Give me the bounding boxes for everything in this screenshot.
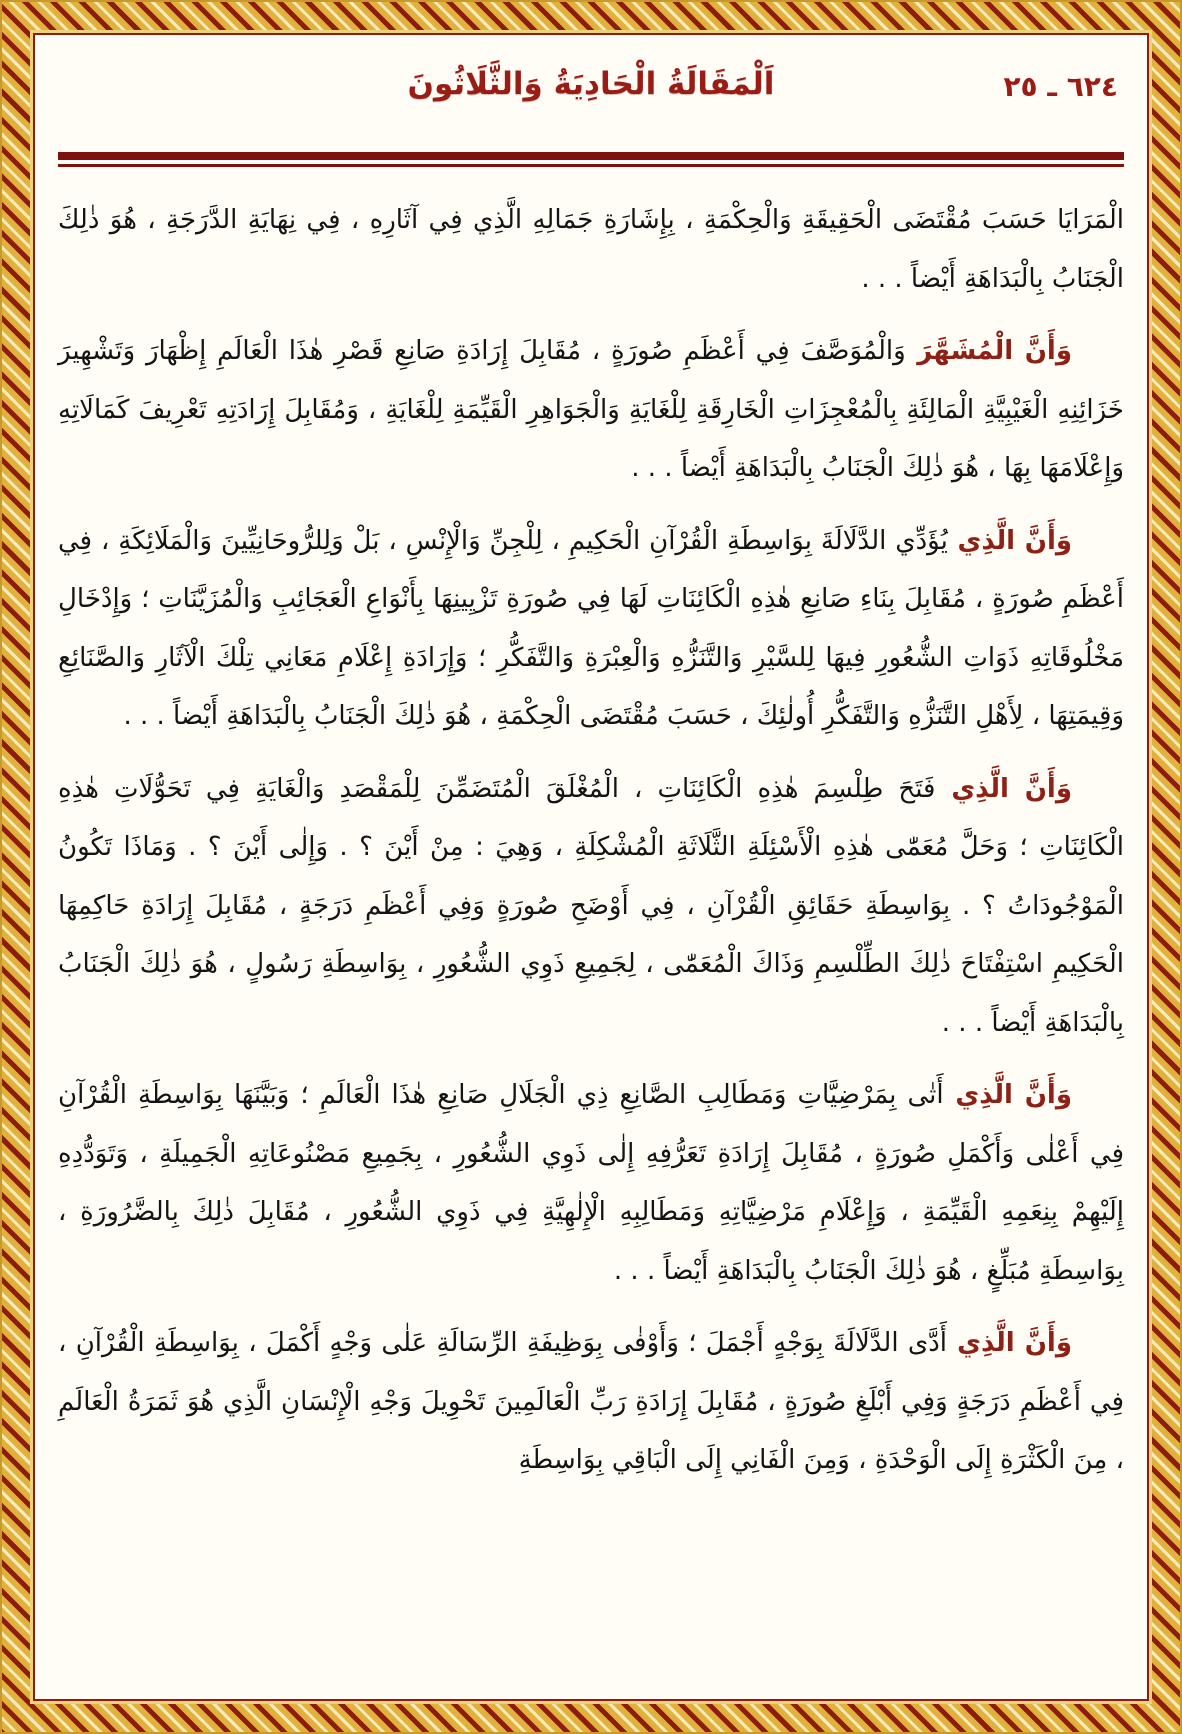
- paragraph-text: الْمَرَايَا حَسَبَ مُقْتَضَى الْحَقِيقَةِ وَالْحِكْمَةِ ، بِإِشَارَةِ جَمَالِهِ الَّذِي فِي آثَارِهِ ، فِي نِهَايَةِ الدَّرَجَةِ ، هُوَ ذٰلِكَ الْجَنَابُ بِالْبَدَاهَةِ أَيْضاً . . .: [58, 205, 1124, 294]
- paragraph: [58, 512, 1124, 746]
- body-text: [58, 191, 1124, 1490]
- paragraph-text: أَدَّى الدَّلَالَةَ بِوَجْهٍ أَجْمَلَ ؛ وَأَوْفٰى بِوَظِيفَةِ الرِّسَالَةِ عَلٰى وَجْهٍ أَكْمَلَ ، بِوَاسِطَةِ الْقُرْآنِ ، فِي أَعْظَمِ دَرَجَةٍ وَفِي أَبْلَغِ صُورَةٍ ، مُقَابِلَ إِرَادَةِ رَبِّ الْعَالَمِينَ تَحْوِيلَ وَجْهِ الْإِنْسَانِ الَّذِي هُوَ ثَمَرَةُ الْعَالَمِ ، مِنَ الْكَثْرَةِ إِلَى الْوَحْدَةِ ، وَمِنَ الْفَانِي إِلَى الْبَاقِي بِوَاسِطَةِ: [58, 1328, 1124, 1475]
- paragraph-lead: وَأَنَّ الَّذِي: [935, 773, 1072, 804]
- divider-thin-rule: [58, 164, 1124, 167]
- paragraph: [58, 1066, 1124, 1300]
- paragraph: [58, 191, 1124, 308]
- page-number: ٦٢٤ ـ ٢٥: [1003, 70, 1118, 103]
- paragraph-lead: وَأَنَّ الَّذِي: [943, 1080, 1072, 1110]
- divider-thick-rule: [58, 152, 1124, 160]
- paragraph-lead: وَأَنَّ الْمُشَهَّرَ: [905, 336, 1072, 366]
- paragraph-text: يُؤَدِّي الدَّلَالَةَ بِوَاسِطَةِ الْقُرْآنِ الْحَكِيمِ ، لِلْجِنِّ وَالْإِنْسِ ، بَلْ وَلِلرُّوحَانِيِّينَ وَالْمَلَائِكَةِ ، فِي أَعْظَمِ صُورَةٍ ، مُقَابِلَ بِنَاءِ صَانِعِ هٰذِهِ الْكَائِنَاتِ لَهَا فِي صُورَةِ تَزْيِينِهَا بِأَنْوَاعِ الْعَجَائِبِ وَالْمُزَيَّنَاتِ ؛ وَإِدْخَالِ مَخْلُوقَاتِهِ ذَوَاتِ الشُّعُورِ فِيهَا لِلسَّيْرِ وَالتَّنَزُّهِ وَالْعِبْرَةِ وَالتَّفَكُّرِ ؛ وَإِرَادَةِ إِعْلَامِ مَعَانِي تِلْكَ الْآثَارِ وَالصَّنَائِعِ وَقِيمَتِهَا ، لِأَهْلِ التَّنَزُّهِ وَالتَّفَكُّرِ أُولٰئِكَ ، حَسَبَ مُقْتَضَى الْحِكْمَةِ ، هُوَ ذٰلِكَ الْجَنَابُ بِالْبَدَاهَةِ أَيْضاً . . .: [58, 525, 1124, 731]
- page-title: اَلْمَقَالَةُ الْحَادِيَةُ وَالثَّلَاثُونَ: [407, 66, 775, 102]
- paragraph-text: فَتَحَ طِلْسِمَ هٰذِهِ الْكَائِنَاتِ ، الْمُغْلَقَ الْمُتَضَمِّنَ لِلْمَقْصَدِ وَالْغَايَةِ فِي تَحَوُّلَاتِ هٰذِهِ الْكَائِنَاتِ ؛ وَحَلَّ مُعَمّٰى هٰذِهِ الْأَسْئِلَةِ الثَّلَاثَةِ الْمُشْكِلَةِ ، وَهِيَ : مِنْ أَيْنَ ؟ . وَإِلٰى أَيْنَ ؟ . وَمَاذَا تَكُونُ الْمَوْجُودَاتُ ؟ . بِوَاسِطَةِ حَقَائِقِ الْقُرْآنِ ، فِي أَوْضَحِ صُورَةٍ وَفِي أَعْظَمِ دَرَجَةٍ ، مُقَابِلَ إِرَادَةِ حَاكِمِهَا الْحَكِيمِ اسْتِفْتَاحَ ذٰلِكَ الطِّلْسِمِ وَذَاكَ الْمُعَمّٰى ، لِجَمِيعِ ذَوِي الشُّعُورِ ، بِوَاسِطَةِ رَسُولٍ ، هُوَ ذٰلِكَ الْجَنَابُ بِالْبَدَاهَةِ أَيْضاً . . .: [58, 773, 1124, 1038]
- paragraph: [58, 1314, 1124, 1490]
- paragraph-lead: وَأَنَّ الَّذِي: [947, 525, 1073, 556]
- page-content: [58, 42, 1124, 1694]
- paragraph-text: أَتٰى بِمَرْضِيَّاتِ وَمَطَالِبِ الصَّانِعِ ذِي الْجَلَالِ صَانِعِ هٰذَا الْعَالَمِ ؛ وَبَيَّنَهَا بِوَاسِطَةِ الْقُرْآنِ فِي أَعْلٰى وَأَكْمَلِ صُورَةٍ ، مُقَابِلَ إِرَادَةِ تَعَرُّفِهِ إِلٰى ذَوِي الشُّعُورِ ، بِجَمِيعِ مَصْنُوعَاتِهِ الْجَمِيلَةِ ، وَتَوَدُّدِهِ إِلَيْهِمْ بِنِعَمِهِ الْقَيِّمَةِ ، وَإِعْلَامِ مَرْضِيَّاتِهِ وَمَطَالِبِهِ الْإِلٰهِيَّةِ فِي ذَوِي الشُّعُورِ ، مُقَابِلَ ذٰلِكَ بِالضَّرُورَةِ ، بِوَاسِطَةِ مُبَلِّغٍ ، هُوَ ذٰلِكَ الْجَنَابُ بِالْبَدَاهَةِ أَيْضاً . . .: [58, 1080, 1124, 1286]
- page-header: [58, 42, 1124, 138]
- paragraph-lead: وَأَنَّ الَّذِي: [947, 1328, 1073, 1358]
- paragraph-text: وَالْمُوَصَّفَ فِي أَعْظَمِ صُورَةٍ ، مُقَابِلَ إِرَادَةِ صَانِعِ قَصْرِ هٰذَا الْعَالَمِ إِظْهَارَ وَتَشْهِيرَ خَزَائِنِهِ الْغَيْبِيَّةِ الْمَالِئَةِ بِالْمُعْجِزَاتِ الْخَارِقَةِ لِلْغَايَةِ وَالْجَوَاهِرِ الْقَيِّمَةِ لِلْغَايَةِ ، وَمُقَابِلَ إِرَادَتِهِ تَعْرِيفَ كَمَالَاتِهِ وَإِعْلَامَهَا بِهَا ، هُوَ ذٰلِكَ الْجَنَابُ بِالْبَدَاهَةِ أَيْضاً . . .: [58, 336, 1124, 483]
- paragraph: [58, 322, 1124, 498]
- paragraph: [58, 760, 1124, 1053]
- header-divider: [58, 152, 1124, 167]
